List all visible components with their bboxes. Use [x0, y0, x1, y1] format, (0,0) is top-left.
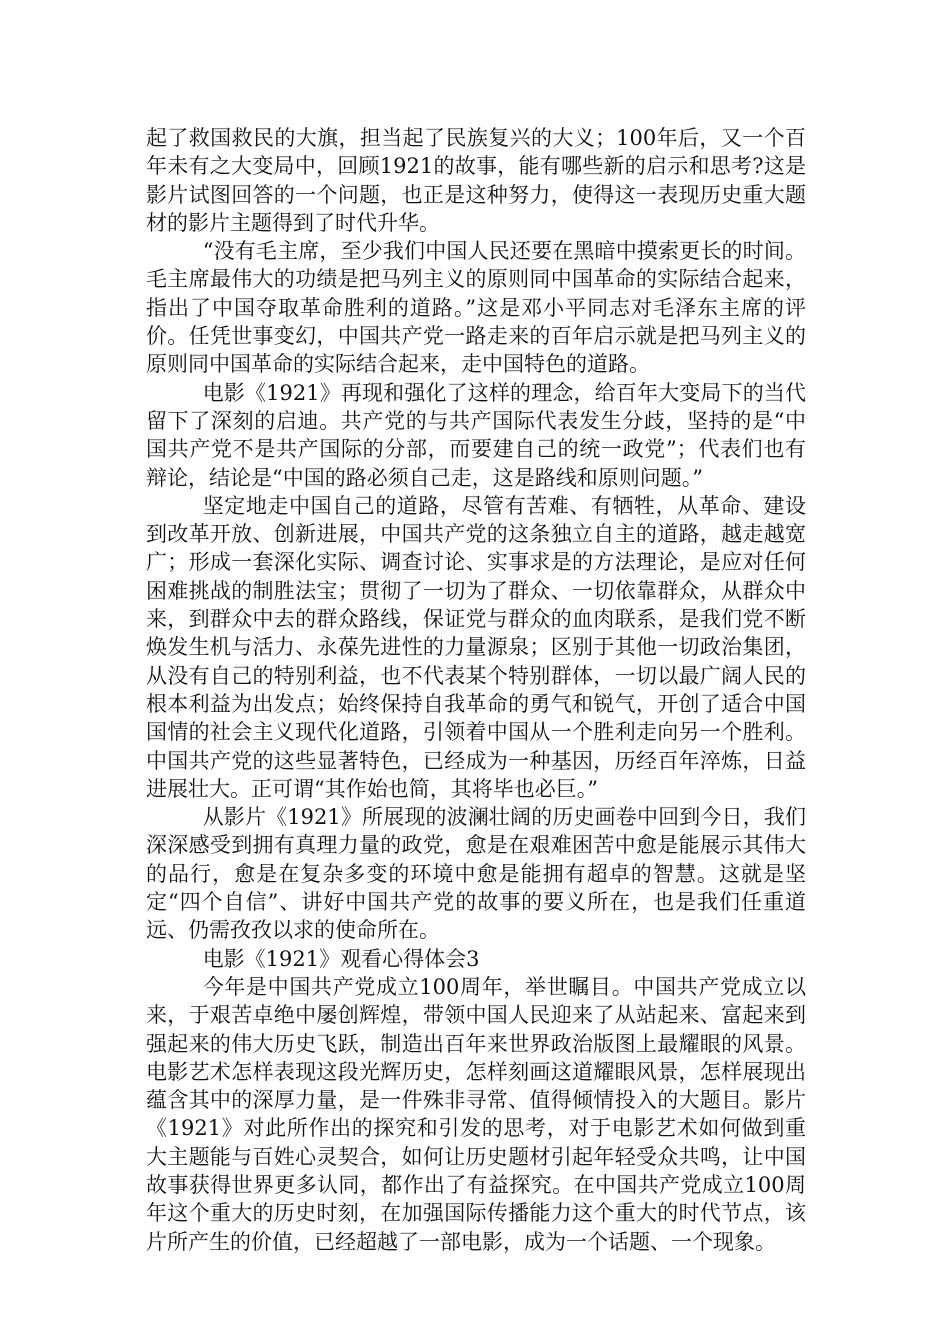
section-heading: 电影《1921》观看心得体会3: [202, 946, 480, 971]
paragraph-continuation: 起了救国救民的大旗，担当起了民族复兴的大义；100年后，又一个百年未有之大变局中，回顾1921的故事，能有哪些新的启示和思考?这是影片试图回答的一个问题，也正是这种努力，使得这一表现历史重大题材的影片主题得到了时代升华。: [146, 126, 806, 235]
paragraph-return-today: 从影片《1921》所展现的波澜壮阔的历史画卷中回到今日，我们深深感受到拥有真理力量的政党，愈是在艰难困苦中愈是能展示其伟大的品行，愈是在复杂多变的环境中愈是能拥有超卓的智慧。这就是坚定“四个自信”、讲好中国共产党的故事的要义所在，也是我们任重道远、仍需孜孜以求的使命所在。: [146, 805, 806, 943]
paragraph-film-concept: 电影《1921》再现和强化了这样的理念，给百年大变局下的当代留下了深刻的启迪。共产党的与共产国际代表发生分歧，坚持的是“中国共产党不是共产国际的分部，而要建自己的统一政党”；代表们也有辩论，结论是“中国的路必须自己走，这是路线和原则问题。”: [146, 380, 806, 490]
paragraph-deng-quote: “没有毛主席，至少我们中国人民还要在黑暗中摸索更长的时间。毛主席最伟大的功绩是把马列主义的原则同中国革命的实际结合起来，指出了中国夺取革命胜利的道路。”这是邓小平同志对毛泽东主席的评价。任凭世事变幻，中国共产党一路走来的百年启示就是把马列主义的原则同中国革命的实际结合起来，走中国特色的道路。: [146, 239, 806, 377]
paragraph-centenary: 今年是中国共产党成立100周年，举世瞩目。中国共产党成立以来，于艰苦卓绝中屡创辉煌，带领中国人民迎来了从站起来、富起来到强起来的伟大历史飞跃，制造出百年来世界政治版图上最耀眼的风景。电影艺术怎样表现这段光辉历史，怎样刻画这道耀眼风景，怎样展现出蕴含其中的深厚力量，是一件殊非寻常、值得倾情投入的大题目。影片《1921》对此所作出的探究和引发的思考，对于电影艺术如何做到重大主题能与百姓心灵契合，如何让历史题材引起年轻受众共鸣，让中国故事获得世界更多认同，都作出了有益探究。在中国共产党成立100周年这个重大的历史时刻，在加强国际传播能力这个重大的时代节点，该片所产生的价值，已经超越了一部电影，成为一个话题、一个现象。: [146, 974, 806, 1254]
paragraph-own-road: 坚定地走中国自己的道路，尽管有苦难、有牺牲，从革命、建设到改革开放、创新进展，中国共产党的这条独立自主的道路，越走越宽广；形成一套深化实际、调查讨论、实事求是的方法理论，是应对任何困难挑战的制胜法宝；贯彻了一切为了群众、一切依靠群众，从群众中来，到群众中去的群众路线，保证党与群众的血肉联系，是我们党不断焕发生机与活力、永葆先进性的力量源泉；区别于其他一切政治集团，从没有自己的特别利益，也不代表某个特别群体，一切以最广阔人民的根本利益为出发点；始终保持自我革命的勇气和锐气，开创了适合中国国情的社会主义现代化道路，引领着中国从一个胜利走向另一个胜利。中国共产党的这些显著特色，已经成为一种基因，历经百年淬炼，日益进展壮大。正可谓“其作始也简，其将毕也必巨。”: [146, 493, 806, 801]
document-body: [146, 124, 806, 1256]
